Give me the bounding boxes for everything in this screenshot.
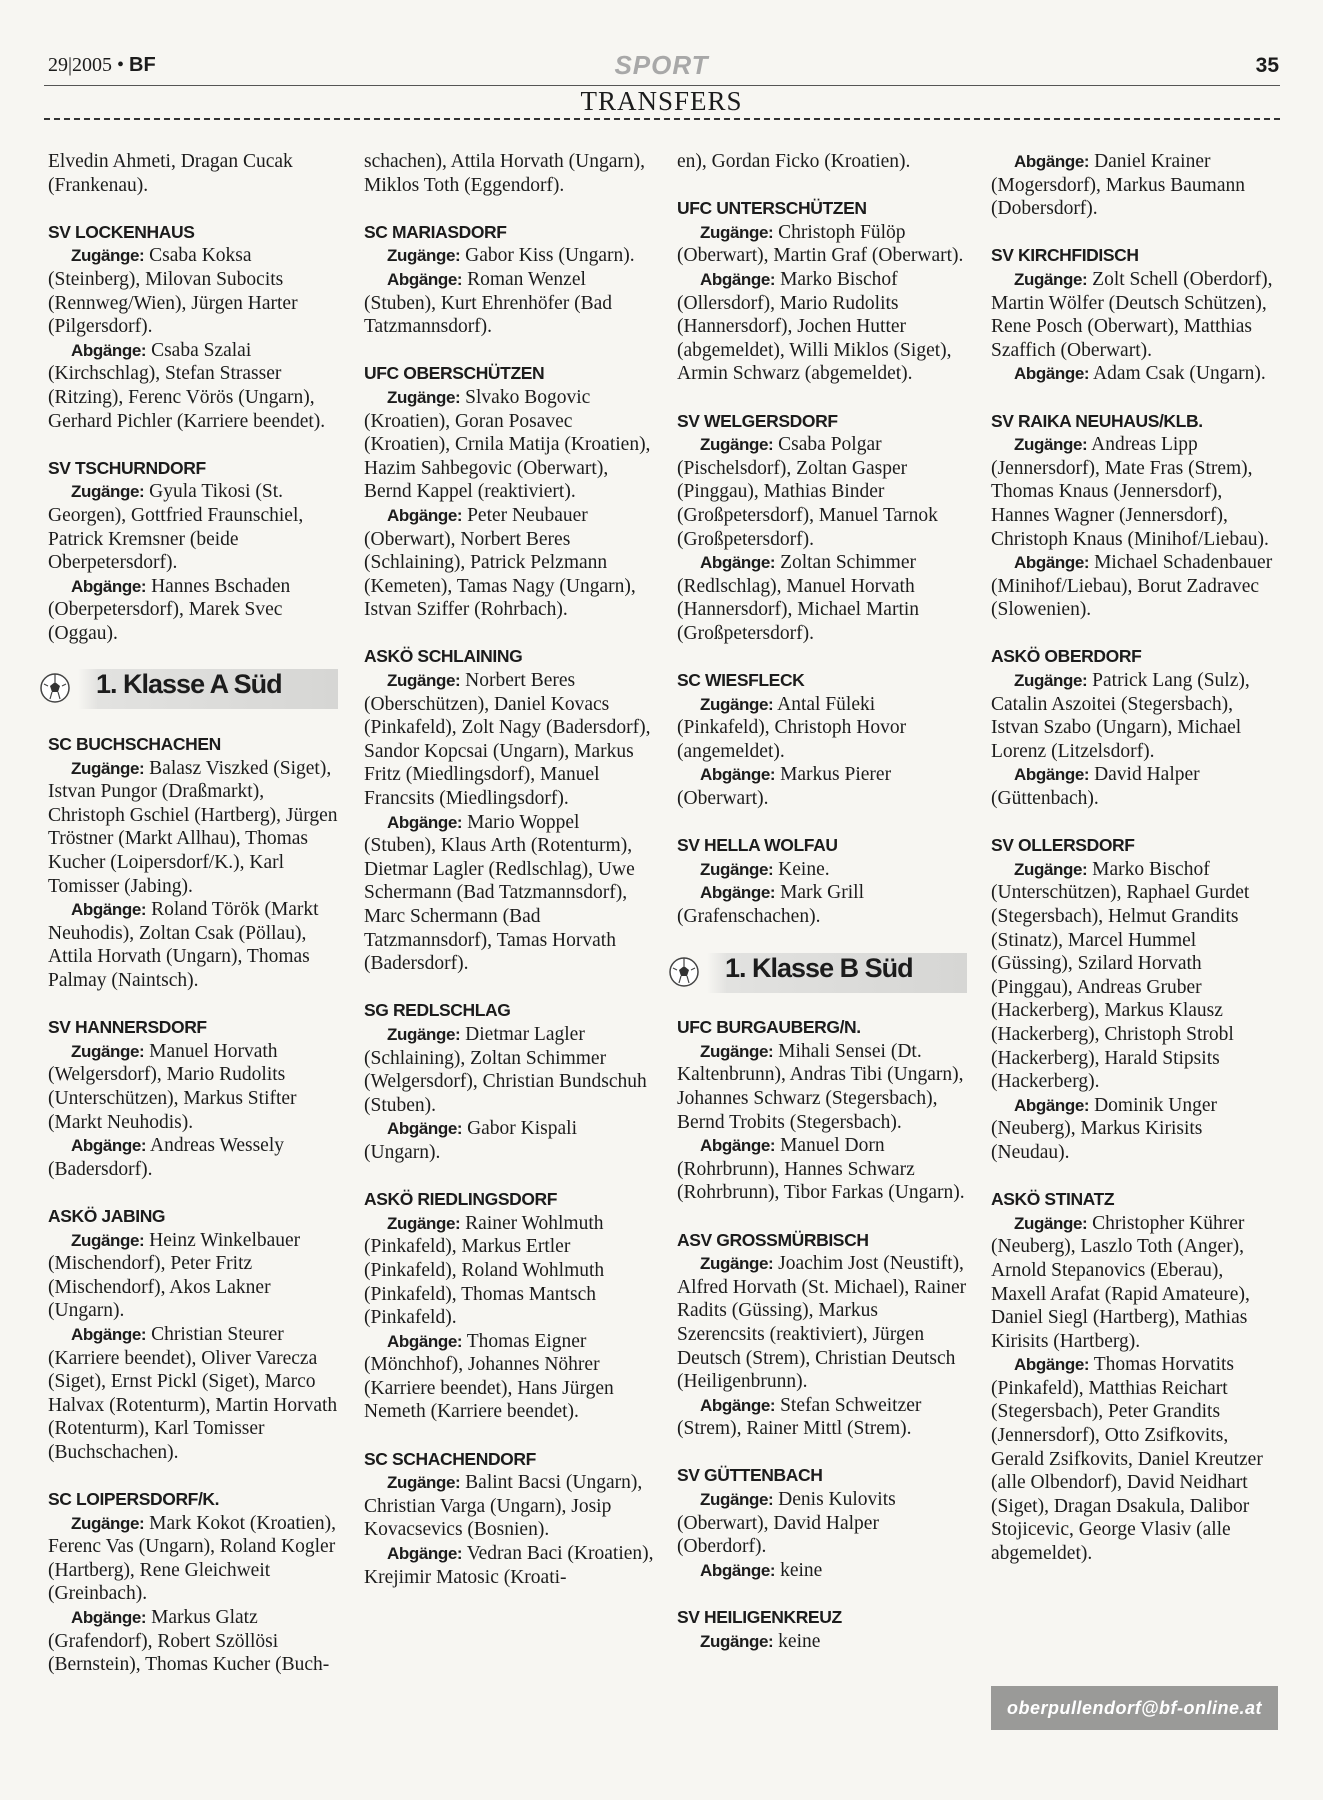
- departures-list: Hannes Bschaden (Oberpetersdorf), Marek Svec (Oggau).: [48, 575, 291, 644]
- departures-label: Abgänge:: [387, 1544, 463, 1564]
- continued-text: Elvedin Ahmeti, Dragan Cucak (Frankenau).: [48, 151, 293, 196]
- departures-paragraph: [677, 1134, 967, 1205]
- club-name: UFC BURGAUBERG/N.: [677, 1017, 861, 1038]
- arrivals-paragraph: [364, 1212, 654, 1330]
- arrivals-paragraph: [677, 1488, 967, 1559]
- arrivals-list: Norbert Beres (Oberschützen), Daniel Kovacs (Pinkafeld), Zolt Nagy (Badersdorf), Sandor Kopcsai (Ungarn), Markus Fritz (Miedlingsdorf), Manuel Francsits (Miedlingsdorf).: [364, 670, 651, 810]
- page-title: TRANSFERS: [580, 86, 743, 116]
- issue-number: 29|2005 •: [48, 54, 125, 76]
- departures-paragraph: [677, 551, 967, 645]
- departures-list: Stefan Schweitzer (Strem), Rainer Mittl (Strem).: [677, 1394, 922, 1440]
- club-name: SV HEILIGENKREUZ: [677, 1607, 842, 1628]
- club-entry: [677, 410, 967, 646]
- departures-list: Andreas Wessely (Badersdorf).: [48, 1135, 284, 1180]
- club-name: SC BUCHSCHACHEN: [48, 734, 221, 755]
- departures-list: Adam Csak (Ungarn).: [1093, 363, 1266, 385]
- arrivals-list: Heinz Winkelbauer (Mischendorf), Peter Fritz (Mischendorf), Akos Lakner (Ungarn).: [48, 1229, 301, 1322]
- club-entry: [48, 1488, 338, 1677]
- arrivals-label: Zugänge:: [71, 1230, 145, 1250]
- departures-list: David Halper (Güttenbach).: [991, 764, 1200, 810]
- departures-label: Abgänge:: [387, 1119, 463, 1139]
- club-entry: [677, 1464, 967, 1582]
- departures-label: Abgänge:: [71, 1136, 147, 1156]
- departures-list: Manuel Dorn (Rohrbrunn), Hannes Schwarz (Rohrbrunn), Tibor Farkas (Ungarn).: [677, 1135, 965, 1204]
- arrivals-label: Zugänge:: [700, 1254, 774, 1274]
- league-title: 1. Klasse B Süd: [725, 952, 913, 983]
- arrivals-paragraph: [677, 433, 967, 551]
- departures-label: Abgänge:: [700, 765, 776, 785]
- arrivals-list: Denis Kulovits (Oberwart), David Halper (Oberdorf).: [677, 1489, 896, 1558]
- arrivals-paragraph: [991, 1212, 1281, 1354]
- section-label: SPORT: [614, 50, 709, 80]
- arrivals-list: Gabor Kiss (Ungarn).: [465, 245, 635, 267]
- departures-label: Abgänge:: [71, 1608, 147, 1628]
- departures-list: Michael Schadenbauer (Minihof/Liebau), Borut Zadravec (Slowenien).: [991, 552, 1273, 621]
- club-entry: [364, 221, 654, 339]
- club-entry: [48, 1016, 338, 1181]
- arrivals-paragraph: [991, 669, 1281, 763]
- arrivals-paragraph: [48, 757, 338, 899]
- arrivals-paragraph: [677, 1040, 967, 1134]
- departures-label: Abgänge:: [1014, 364, 1090, 384]
- arrivals-label: Zugänge:: [1014, 671, 1088, 691]
- departures-list: Christian Steurer (Karriere beendet), Oliver Varecza (Siget), Ernst Pickl (Siget), Marco Halvax (Rotenturm), Martin Horvath (Rotenturm), Karl Tomisser (Buchschachen).: [48, 1323, 338, 1463]
- departures-paragraph: [991, 150, 1281, 221]
- club-name: ASKÖ OBERDORF: [991, 646, 1142, 667]
- departures-paragraph: [364, 268, 654, 339]
- arrivals-list: Rainer Wohlmuth (Pinkafeld), Markus Ertler (Pinkafeld), Roland Wohlmuth (Pinkafeld), Thomas Mantsch (Pinkafeld).: [364, 1212, 605, 1329]
- arrivals-list: Christopher Kührer (Neuberg), Laszlo Toth (Anger), Arnold Stepanovics (Eberau), Maxell Arafat (Rapid Amateure), Daniel Siegl (Hartberg), Mathias Kirisits (Hartberg).: [991, 1212, 1250, 1352]
- arrivals-list: Csaba Koksa (Steinberg), Milovan Subocits (Rennweg/Wien), Jürgen Harter (Pilgersdorf).: [48, 245, 298, 338]
- arrivals-label: Zugänge:: [387, 1473, 461, 1493]
- departures-paragraph: [364, 1330, 654, 1424]
- arrivals-paragraph: [991, 433, 1281, 551]
- departures-paragraph: [991, 763, 1281, 810]
- departures-list: Zoltan Schimmer (Redlschlag), Manuel Horvath (Hannersdorf), Michael Martin (Großpetersdorf).: [677, 552, 920, 644]
- departures-label: Abgänge:: [387, 812, 463, 832]
- column-4: [991, 150, 1281, 1566]
- departures-label: Abgänge:: [71, 340, 147, 360]
- departures-paragraph: [677, 881, 967, 928]
- arrivals-label: Zugänge:: [1014, 269, 1088, 289]
- club-entry: [677, 834, 967, 928]
- departures-list: keine: [780, 1559, 823, 1581]
- arrivals-list: Csaba Polgar (Pischelsdorf), Zoltan Gasper (Pinggau), Mathias Binder (Großpetersdorf), Manuel Tarnok (Großpetersdorf).: [677, 434, 938, 550]
- club-entry: [991, 410, 1281, 622]
- arrivals-label: Zugänge:: [71, 1041, 145, 1061]
- club-entry: [48, 457, 338, 646]
- club-entry: [991, 1188, 1281, 1566]
- arrivals-label: Zugänge:: [387, 246, 461, 266]
- departures-label: Abgänge:: [1014, 1355, 1090, 1375]
- dashed-divider: [44, 118, 1280, 120]
- club-name: SC LOIPERSDORF/K.: [48, 1489, 220, 1510]
- arrivals-paragraph: [991, 268, 1281, 362]
- club-name: SV KIRCHFIDISCH: [991, 245, 1139, 266]
- arrivals-paragraph: [677, 858, 967, 882]
- arrivals-paragraph: [677, 693, 967, 764]
- arrivals-label: Zugänge:: [1014, 859, 1088, 879]
- club-name: SC WIESFLECK: [677, 670, 805, 691]
- departures-list: Roland Török (Markt Neuhodis), Zoltan Csak (Pöllau), Attila Horvath (Ungarn), Thomas Palmay (Naintsch).: [48, 899, 319, 991]
- arrivals-label: Zugänge:: [387, 387, 461, 407]
- arrivals-list: Marko Bischof (Unterschützen), Raphael Gurdet (Stegersbach), Helmut Grandits (Stinatz), Marcel Hummel (Güssing), Szilard Horvath (Pinggau), Andreas Gruber (Hackerberg), Markus Klausz (Hackerberg), Christoph Strobl (Hackerberg), Harald Stipsits (Hackerberg).: [991, 858, 1250, 1093]
- arrivals-label: Zugänge:: [700, 1631, 774, 1651]
- departures-paragraph: [991, 551, 1281, 622]
- arrivals-label: Zugänge:: [700, 694, 774, 714]
- club-name: ASV GROSSMÜRBISCH: [677, 1229, 869, 1250]
- departures-list: Markus Pierer (Oberwart).: [677, 764, 892, 810]
- club-entry: [991, 150, 1281, 221]
- departures-paragraph: [991, 362, 1281, 386]
- arrivals-list: Balasz Viszked (Siget), Istvan Pungor (Draßmarkt), Christoph Gschiel (Hartberg), Jürgen Tröstner (Markt Allhau), Thomas Kucher (Loipersdorf/K.), Karl Tomisser (Jabing).: [48, 757, 338, 897]
- departures-list: Peter Neubauer (Oberwart), Norbert Beres (Schlaining), Patrick Pelzmann (Kemeten), Tamas Nagy (Ungarn), Istvan Sziffer (Rohrbach).: [364, 504, 636, 621]
- departures-label: Abgänge:: [700, 1560, 776, 1580]
- departures-paragraph: [364, 504, 654, 622]
- continued-text: en), Gordan Ficko (Kroatien).: [677, 151, 911, 172]
- departures-list: Roman Wenzel (Stuben), Kurt Ehrenhöfer (Bad Tatzmannsdorf).: [364, 268, 613, 338]
- departures-list: Markus Glatz (Grafendorf), Robert Szöllösi (Bernstein), Thomas Kucher (Buch-: [48, 1607, 330, 1676]
- club-name: SV OLLERSDORF: [991, 835, 1135, 856]
- departures-label: Abgänge:: [1014, 553, 1090, 573]
- club-name: ASKÖ RIEDLINGSDORF: [364, 1189, 558, 1210]
- departures-list: Mario Woppel (Stuben), Klaus Arth (Rotenturm), Dietmar Lagler (Redlschlag), Uwe Schermann (Bad Tatzmannsdorf), Marc Schermann (Bad Tatzmannsdorf), Tamas Horvath (Badersdorf).: [364, 811, 635, 975]
- departures-paragraph: [677, 1559, 967, 1583]
- club-entry: [991, 834, 1281, 1164]
- departures-list: Thomas Eigner (Mönchhof), Johannes Nöhrer (Karriere beendet), Hans Jürgen Nemeth (Karriere beendet).: [364, 1330, 614, 1423]
- arrivals-label: Zugänge:: [700, 1490, 774, 1510]
- departures-list: Thomas Horvatits (Pinkafeld), Matthias Reichart (Stegersbach), Peter Grandits (Jennersdorf), Otto Zsifkovits, Gerald Zsifkovits, Daniel Kreutzer (alle Olbendorf), David Neidhart (Siget), Dragan Dsakula, Dalibor Stojicevic, George Vlasiv (alle abgemeldet).: [991, 1354, 1263, 1565]
- club-entry: [677, 1606, 967, 1653]
- arrivals-paragraph: [991, 858, 1281, 1094]
- departures-paragraph: [677, 763, 967, 810]
- club-name: SV LOCKENHAUS: [48, 221, 195, 242]
- arrivals-paragraph: [48, 1512, 338, 1606]
- arrivals-list: Joachim Jost (Neustift), Alfred Horvath (St. Michael), Rainer Radits (Güssing), Markus Szerencsits (reaktiviert), Jürgen Deutsch (Strem), Christian Deutsch (Heiligenbrunn).: [677, 1253, 967, 1393]
- departures-label: Abgänge:: [71, 900, 147, 920]
- departures-label: Abgänge:: [387, 505, 463, 525]
- league-title: 1. Klasse A Süd: [96, 669, 282, 700]
- arrivals-paragraph: [364, 1023, 654, 1117]
- departures-list: Mark Grill (Grafenschachen).: [677, 882, 865, 927]
- arrivals-paragraph: [364, 1471, 654, 1542]
- football-icon: [667, 955, 701, 989]
- arrivals-label: Zugänge:: [71, 246, 145, 266]
- arrivals-list: Christoph Fülöp (Oberwart), Martin Graf (Oberwart).: [677, 221, 964, 267]
- departures-label: Abgänge:: [71, 576, 147, 596]
- arrivals-list: keine: [778, 1630, 821, 1652]
- arrivals-paragraph: [48, 1040, 338, 1134]
- club-entry: [364, 1188, 654, 1424]
- club-name: SC SCHACHENDORF: [364, 1448, 536, 1469]
- departures-paragraph: [677, 268, 967, 386]
- departures-list: Vedran Baci (Kroatien), Krejimir Matosic (Kroati-: [364, 1543, 654, 1588]
- arrivals-list: Patrick Lang (Sulz), Catalin Aszoitei (Stegersbach), Istvan Szabo (Ungarn), Michael Lorenz (Litzelsdorf).: [991, 670, 1250, 762]
- departures-list: Csaba Szalai (Kirchschlag), Stefan Strasser (Ritzing), Ferenc Vörös (Ungarn), Gerhard Pichler (Karriere beendet).: [48, 339, 326, 432]
- arrivals-label: Zugänge:: [71, 758, 145, 778]
- departures-label: Abgänge:: [1014, 152, 1090, 171]
- arrivals-list: Balint Bacsi (Ungarn), Christian Varga (Ungarn), Josip Kovacsevics (Bosnien).: [364, 1472, 643, 1541]
- arrivals-list: Slvako Bogovic (Kroatien), Goran Posavec (Kroatien), Crnila Matija (Kroatien), Hazim Sahbegovic (Oberwart), Bernd Kappel (reaktiviert).: [364, 386, 651, 503]
- departures-label: Abgänge:: [700, 269, 776, 289]
- arrivals-list: Dietmar Lagler (Schlaining), Zoltan Schimmer (Welgersdorf), Christian Bundschuh (Stuben).: [364, 1023, 647, 1116]
- club-name: SV GÜTTENBACH: [677, 1465, 823, 1486]
- departures-paragraph: [48, 1134, 338, 1181]
- club-entry: [364, 999, 654, 1164]
- club-name: ASKÖ JABING: [48, 1205, 166, 1226]
- club-name: SV WELGERSDORF: [677, 410, 838, 431]
- arrivals-list: Manuel Horvath (Welgersdorf), Mario Rudolits (Unterschützen), Markus Stifter (Markt Neuhodis).: [48, 1040, 297, 1133]
- departures-paragraph: [364, 811, 654, 976]
- departures-paragraph: [991, 1094, 1281, 1165]
- departures-paragraph: [677, 1394, 967, 1441]
- departures-paragraph: [48, 898, 338, 992]
- departures-label: Abgänge:: [387, 1331, 463, 1351]
- departures-paragraph: [364, 1542, 654, 1589]
- arrivals-label: Zugänge:: [1014, 435, 1088, 455]
- arrivals-paragraph: [677, 1630, 967, 1654]
- departures-label: Abgänge:: [1014, 765, 1090, 785]
- departures-paragraph: [48, 575, 338, 646]
- arrivals-paragraph: [364, 244, 654, 268]
- arrivals-paragraph: [364, 386, 654, 504]
- club-entry: [677, 1016, 967, 1205]
- club-name: SV HANNERSDORF: [48, 1017, 207, 1038]
- club-entry: [677, 197, 967, 386]
- arrivals-list: Mark Kokot (Kroatien), Ferenc Vas (Ungarn), Roland Kogler (Hartberg), Rene Gleichweit (Greinbach).: [48, 1512, 336, 1605]
- brand-label: BF: [129, 54, 156, 76]
- arrivals-paragraph: [48, 1229, 338, 1323]
- departures-paragraph: [364, 1117, 654, 1164]
- page-number: 35: [1255, 54, 1279, 77]
- arrivals-label: Zugänge:: [71, 1513, 145, 1533]
- club-entry: [364, 645, 654, 975]
- arrivals-list: Gyula Tikosi (St. Georgen), Gottfried Fraunschiel, Patrick Kremsner (beide Oberpetersdorf).: [48, 481, 304, 574]
- departures-label: Abgänge:: [387, 269, 463, 289]
- club-name: UFC UNTERSCHÜTZEN: [677, 198, 867, 219]
- club-entry: [991, 645, 1281, 810]
- arrivals-paragraph: [677, 221, 967, 268]
- arrivals-label: Zugänge:: [700, 1041, 774, 1061]
- departures-paragraph: [48, 1606, 338, 1677]
- arrivals-list: Mihali Sensei (Dt. Kaltenbrunn), Andras Tibi (Ungarn), Johannes Schwarz (Stegersbach), Bernd Trobits (Stegersbach).: [677, 1040, 964, 1133]
- departures-paragraph: [48, 339, 338, 433]
- column-1: [48, 150, 338, 1677]
- club-entry: [48, 733, 338, 993]
- departures-label: Abgänge:: [700, 883, 776, 903]
- club-name: SV TSCHURNDORF: [48, 457, 206, 478]
- continued-text: schachen), Attila Horvath (Ungarn), Miklos Toth (Eggendorf).: [364, 151, 646, 196]
- club-name: ASKÖ SCHLAINING: [364, 646, 523, 667]
- arrivals-label: Zugänge:: [1014, 1213, 1088, 1233]
- arrivals-paragraph: [677, 1252, 967, 1394]
- arrivals-label: Zugänge:: [71, 482, 145, 502]
- arrivals-label: Zugänge:: [700, 222, 774, 242]
- contact-email[interactable]: oberpullendorf@bf-online.at: [991, 1686, 1278, 1730]
- departures-label: Abgänge:: [700, 553, 776, 573]
- club-name: SG REDLSCHLAG: [364, 1000, 511, 1021]
- club-name: UFC OBERSCHÜTZEN: [364, 363, 545, 384]
- club-name: SV HELLA WOLFAU: [677, 835, 838, 856]
- departures-list: Marko Bischof (Ollersdorf), Mario Rudolits (Hannersdorf), Jochen Hutter (abgemeldet), Willi Miklos (Siget), Armin Schwarz (abgemeldet).: [677, 268, 952, 385]
- departures-list: Daniel Krainer (Mogersdorf), Markus Baumann (Dobersdorf).: [991, 151, 1245, 220]
- arrivals-paragraph: [48, 244, 338, 338]
- arrivals-list: Keine.: [778, 858, 830, 880]
- arrivals-list: Andreas Lipp (Jennersdorf), Mate Fras (Strem), Thomas Knaus (Jennersdorf), Hannes Wagner (Jennersdorf), Christoph Knaus (Minihof/Liebau).: [991, 434, 1269, 550]
- league-section-header: [667, 953, 967, 993]
- column-2: [364, 150, 654, 1589]
- arrivals-label: Zugänge:: [700, 859, 774, 879]
- departures-paragraph: [991, 1353, 1281, 1565]
- club-name: SC MARIASDORF: [364, 221, 507, 242]
- club-name: SV RAIKA NEUHAUS/KLB.: [991, 410, 1203, 431]
- departures-label: Abgänge:: [700, 1136, 776, 1156]
- club-entry: [677, 669, 967, 811]
- departures-label: Abgänge:: [700, 1395, 776, 1415]
- club-entry: [364, 1448, 654, 1590]
- club-name: ASKÖ STINATZ: [991, 1189, 1115, 1210]
- departures-label: Abgänge:: [1014, 1095, 1090, 1115]
- arrivals-list: Zolt Schell (Oberdorf), Martin Wölfer (Deutsch Schützen), Rene Posch (Oberwart), Matthias Szaffich (Oberwart).: [991, 268, 1273, 361]
- arrivals-paragraph: [364, 669, 654, 811]
- column-3: [677, 150, 967, 1653]
- club-entry: [48, 1205, 338, 1465]
- departures-paragraph: [48, 1323, 338, 1465]
- league-section-header: [38, 669, 338, 709]
- club-entry: [48, 221, 338, 433]
- departures-label: Abgänge:: [71, 1324, 147, 1344]
- arrivals-label: Zugänge:: [387, 1213, 461, 1233]
- arrivals-label: Zugänge:: [700, 435, 774, 455]
- club-entry: [364, 362, 654, 622]
- club-entry: [677, 1229, 967, 1441]
- arrivals-list: Antal Füleki (Pinkafeld), Christoph Hovor (angemeldet).: [677, 693, 907, 762]
- club-entry: [991, 244, 1281, 386]
- departures-list: Dominik Unger (Neuberg), Markus Kirisits (Neudau).: [991, 1094, 1218, 1163]
- arrivals-label: Zugänge:: [387, 1024, 461, 1044]
- departures-list: Gabor Kispali (Ungarn).: [364, 1118, 577, 1163]
- arrivals-label: Zugänge:: [387, 671, 461, 691]
- arrivals-paragraph: [48, 480, 338, 574]
- football-icon: [38, 671, 72, 705]
